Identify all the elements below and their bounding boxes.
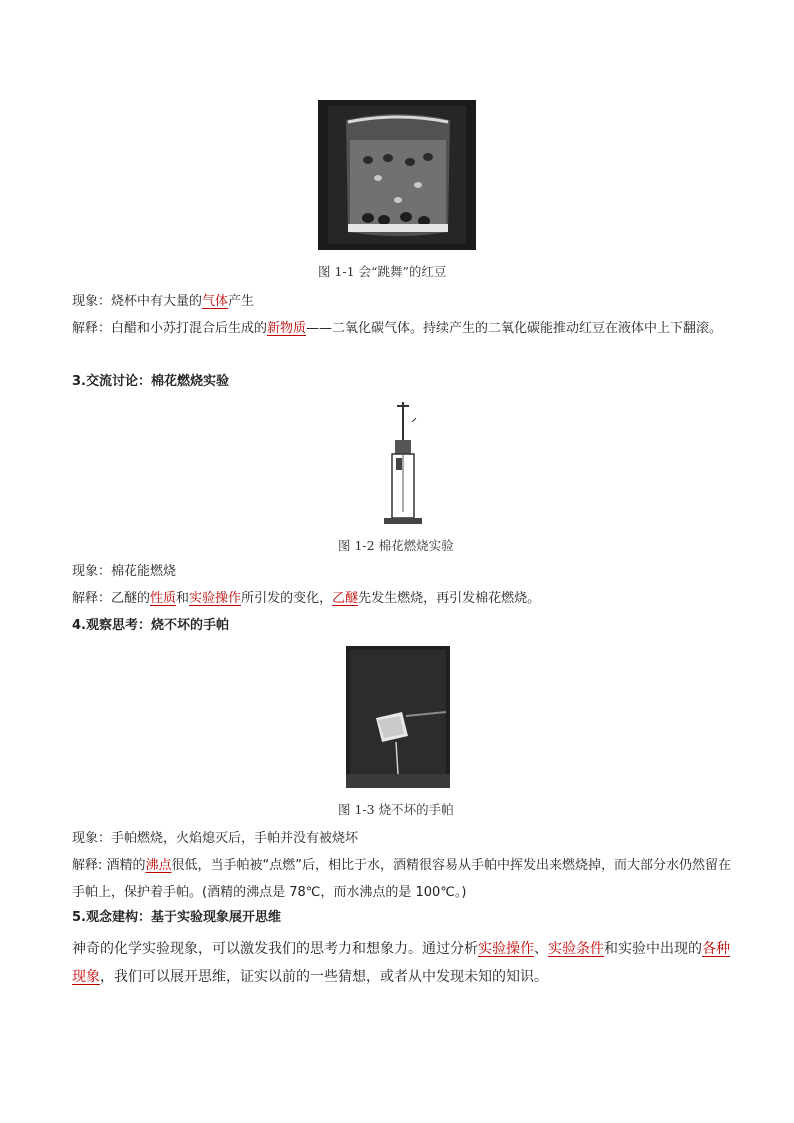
section-4-title: 4.观察思考：烧不坏的手帕 [72,618,229,633]
highlight-property: 性质 [150,591,177,606]
fig3-phenomenon: 现象：手帕燃烧，火焰熄灭后，手帕并没有被烧坏 [72,831,359,846]
figure-1-caption: 图 1-1 会“跳舞”的红豆 [318,264,447,279]
fig2-phenomenon: 现象：棉花能燃烧 [72,564,177,579]
section-3-title: 3.交流讨论：棉花燃烧实验 [72,374,229,389]
highlight-boiling-point: 沸点 [145,858,172,873]
section-5-title: 5.观念建构：基于实验现象展开思维 [72,910,281,925]
highlight-gas: 气体 [202,294,229,309]
handkerchief-photo [346,646,450,788]
highlight-various-phenomena: 各种现象 [72,941,730,985]
fig1-phenomenon: 现象：烧杯中有大量的气体产生 [72,294,255,309]
figure-3-caption: 图 1-3 烧不坏的手帕 [338,802,454,817]
fig3-explanation: 解释: 酒精的沸点很低，当手帕被“点燃”后，相比于水，酒精很容易从手帕中挥发出来燃烧掉，而大部分水仍然留在手帕上，保护着手帕。(酒精的沸点是 78℃，而水沸点的是 100℃。) [72,858,732,900]
highlight-new-substance: 新物质 [267,321,307,336]
highlight-ether: 乙醚 [332,591,359,606]
highlight-experiment-condition: 实验条件 [548,941,604,957]
fig2-explanation: 解释：乙醚的性质和实验操作所引发的变化，乙醚先发生燃烧，再引发棉花燃烧。 [72,591,541,606]
figure-2-caption: 图 1-2 棉花燃烧实验 [338,538,454,553]
fig1-explanation: 解释：白醋和小苏打混合后生成的新物质——二氧化碳气体。持续产生的二氧化碳能推动红豆在液体中上下翻滚。 [72,321,723,336]
highlight-experiment-operation: 实验操作 [478,941,534,957]
highlight-operation: 实验操作 [189,591,242,606]
concept-paragraph: 神奇的化学实验现象，可以激发我们的思考力和想象力。通过分析实验操作、实验条件和实验中出现的各种现象，我们可以展开思维，证实以前的一些猜想，或者从中发现未知的知识。 [72,941,730,985]
